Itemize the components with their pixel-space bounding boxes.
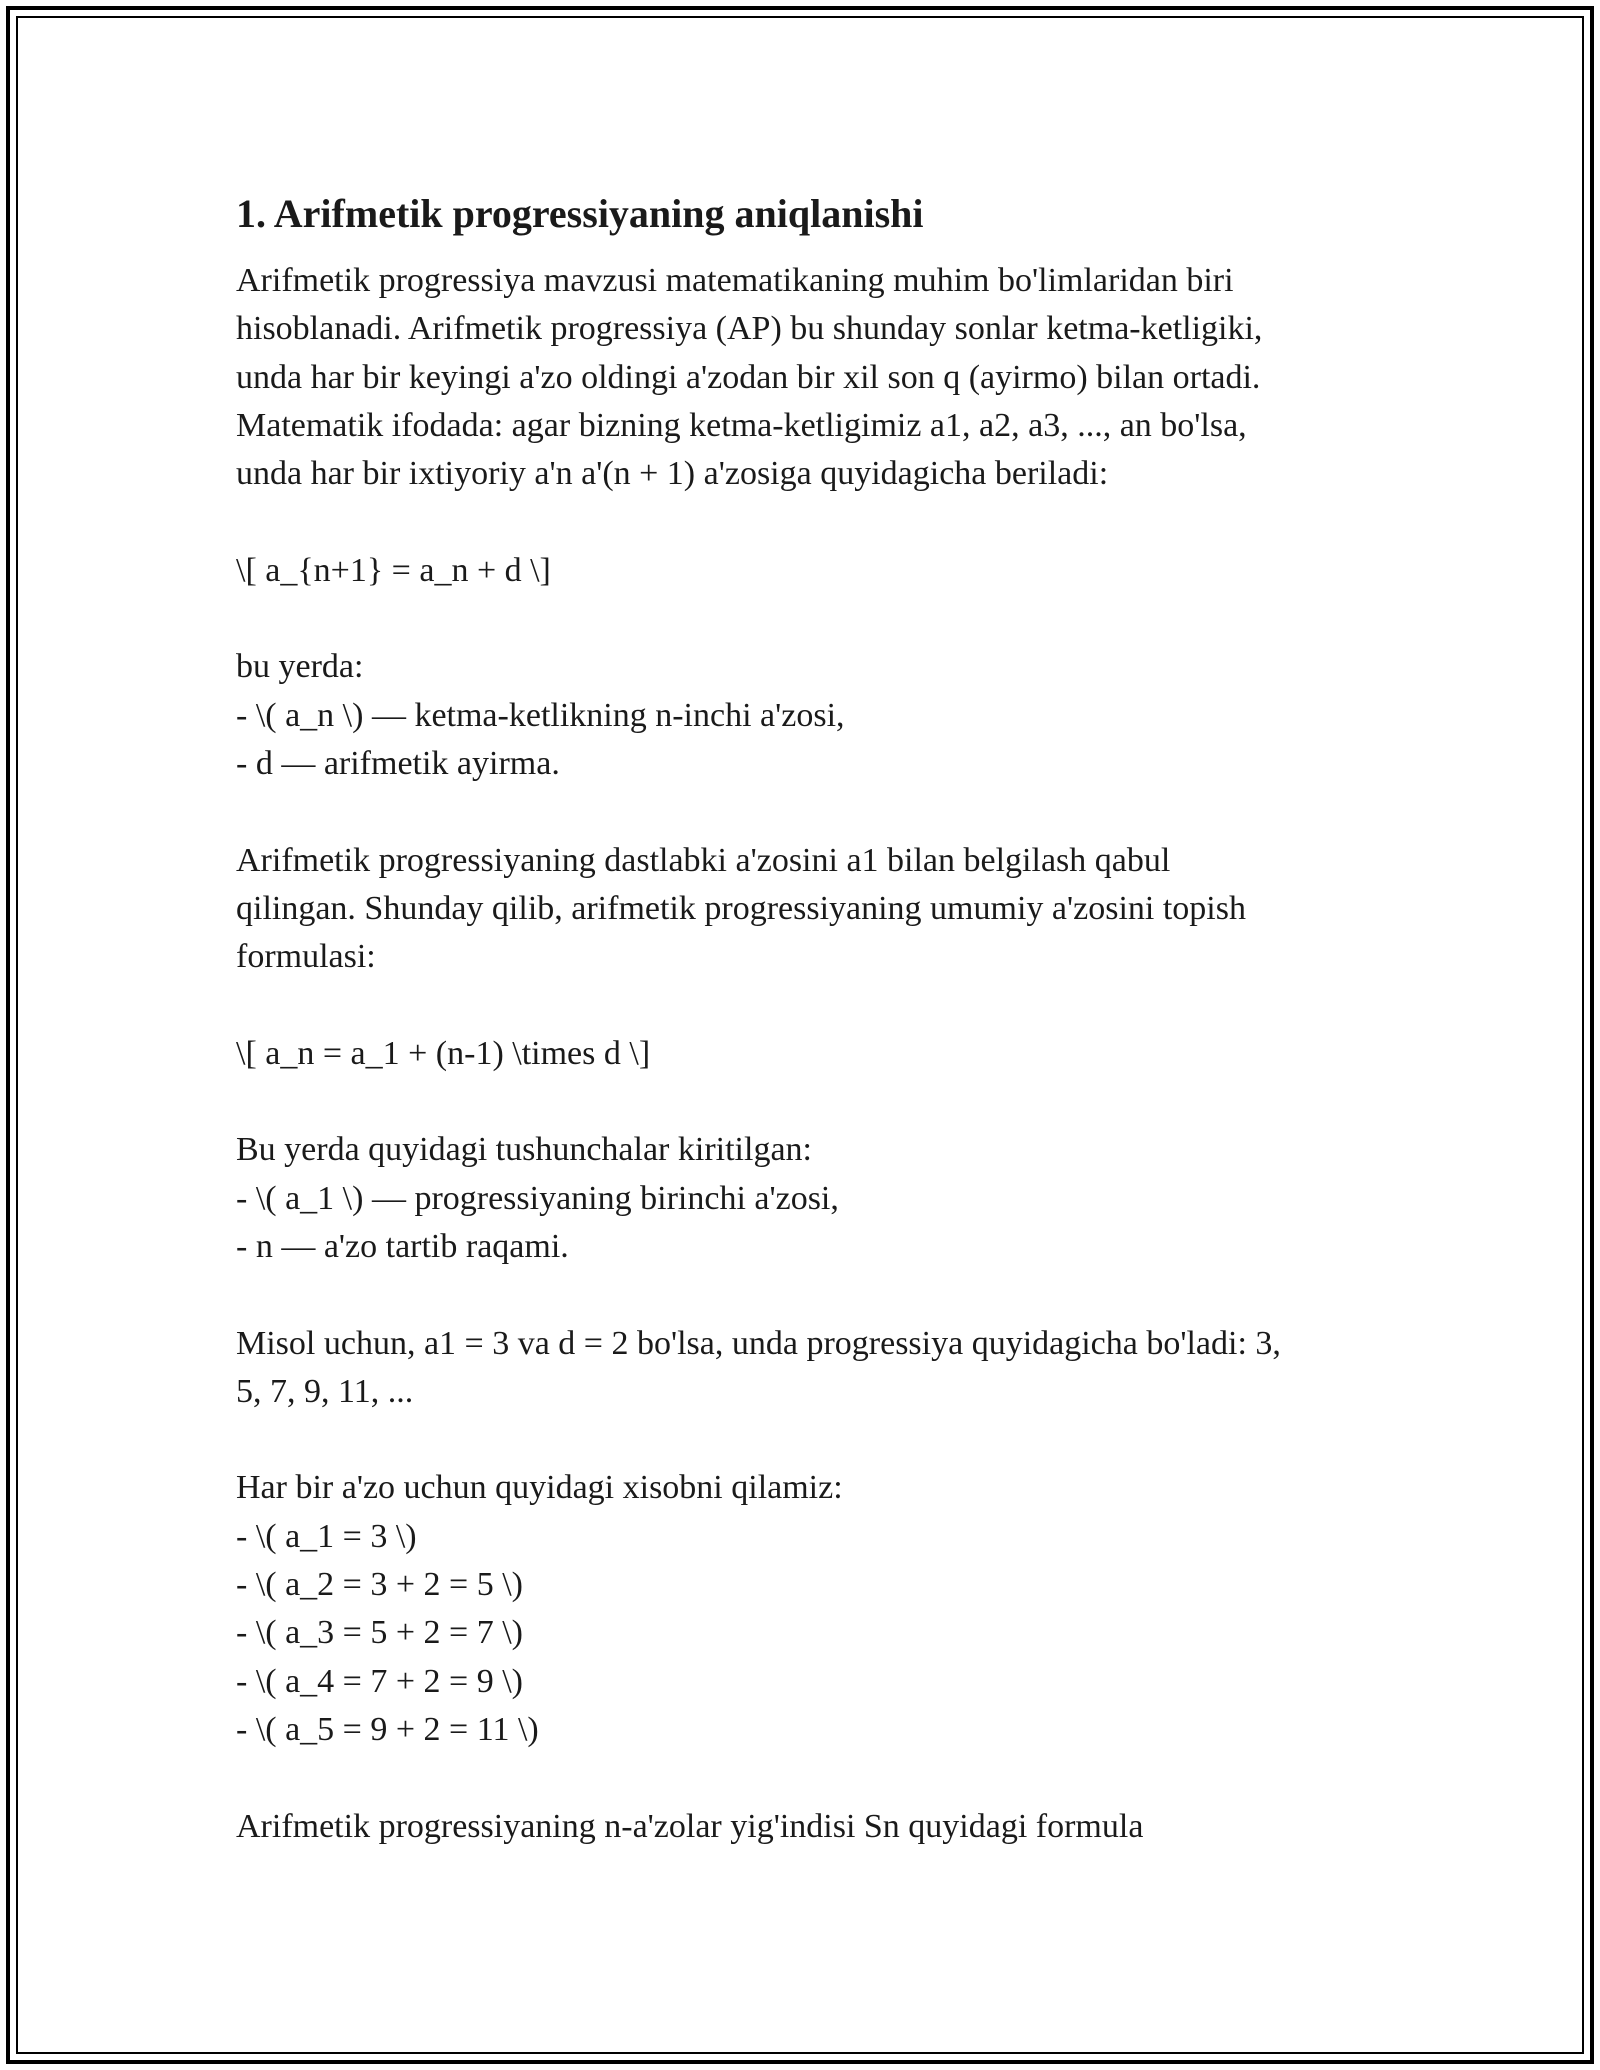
text-line: Matematik ifodada: agar bizning ketma-ketligimiz a1, a2, a3, ..., an bo'lsa, xyxy=(236,406,1247,444)
text-line: \[ a_{n+1} = a_n + d \] xyxy=(236,551,551,589)
text-line: - \( a_2 = 3 + 2 = 5 \) xyxy=(236,1566,523,1604)
text-line: Har bir a'zo uchun quyidagi xisobni qilamiz: xyxy=(236,1469,843,1507)
text-line: - n — a'zo tartib raqami. xyxy=(236,1227,569,1265)
blank-line xyxy=(236,1754,1386,1802)
text-line: 5, 7, 9, 11, ... xyxy=(236,1372,414,1410)
text-line: Misol uchun, a1 = 3 va d = 2 bo'lsa, unda progressiya quyidagicha bo'ladi: 3, xyxy=(236,1324,1281,1362)
text-line: bu yerda: xyxy=(236,648,364,686)
text-line: - \( a_1 \) — progressiyaning birinchi a'zosi, xyxy=(236,1179,839,1217)
text-line: formulasi: xyxy=(236,938,376,976)
blank-line xyxy=(236,595,1386,643)
text-line: qilingan. Shunday qilib, arifmetik progressiyaning umumiy a'zosini topish xyxy=(236,889,1246,927)
text-line: unda har bir keyingi a'zo oldingi a'zodan bir xil son q (ayirmo) bilan ortadi. xyxy=(236,358,1261,396)
blank-line xyxy=(236,981,1386,1029)
text-line: - \( a_4 = 7 + 2 = 9 \) xyxy=(236,1662,523,1700)
section-heading: 1. Arifmetik progressiyaning aniqlanishi xyxy=(236,191,924,236)
blank-line xyxy=(236,1416,1386,1464)
text-line: hisoblanadi. Arifmetik progressiya (AP) bu shunday sonlar ketma-ketligiki, xyxy=(236,310,1263,348)
blank-line xyxy=(236,1271,1386,1319)
text-line: - \( a_3 = 5 + 2 = 7 \) xyxy=(236,1614,523,1652)
text-line: - \( a_5 = 9 + 2 = 11 \) xyxy=(236,1710,539,1748)
text-line: Arifmetik progressiyaning n-a'zolar yig'indisi Sn quyidagi formula xyxy=(236,1807,1144,1845)
text-line: Bu yerda quyidagi tushunchalar kiritilgan: xyxy=(236,1131,812,1169)
blank-line xyxy=(236,498,1386,546)
document-body xyxy=(236,187,1386,1851)
blank-line xyxy=(236,788,1386,836)
text-line: \[ a_n = a_1 + (n-1) \times d \] xyxy=(236,1034,651,1072)
text-line: unda har bir ixtiyoriy a'n a'(n + 1) a'zosiga quyidagicha beriladi: xyxy=(236,455,1109,493)
text-line: - d — arifmetik ayirma. xyxy=(236,744,560,782)
text-line: Arifmetik progressiya mavzusi matematikaning muhim bo'limlaridan biri xyxy=(236,262,1234,299)
text-line: - \( a_1 = 3 \) xyxy=(236,1517,417,1555)
paragraph-block xyxy=(236,257,1386,1851)
blank-line xyxy=(236,1078,1386,1126)
text-line: Arifmetik progressiyaning dastlabki a'zosini a1 bilan belgilash qabul xyxy=(236,841,1171,879)
text-line: - \( a_n \) — ketma-ketlikning n-inchi a'zosi, xyxy=(236,696,845,734)
